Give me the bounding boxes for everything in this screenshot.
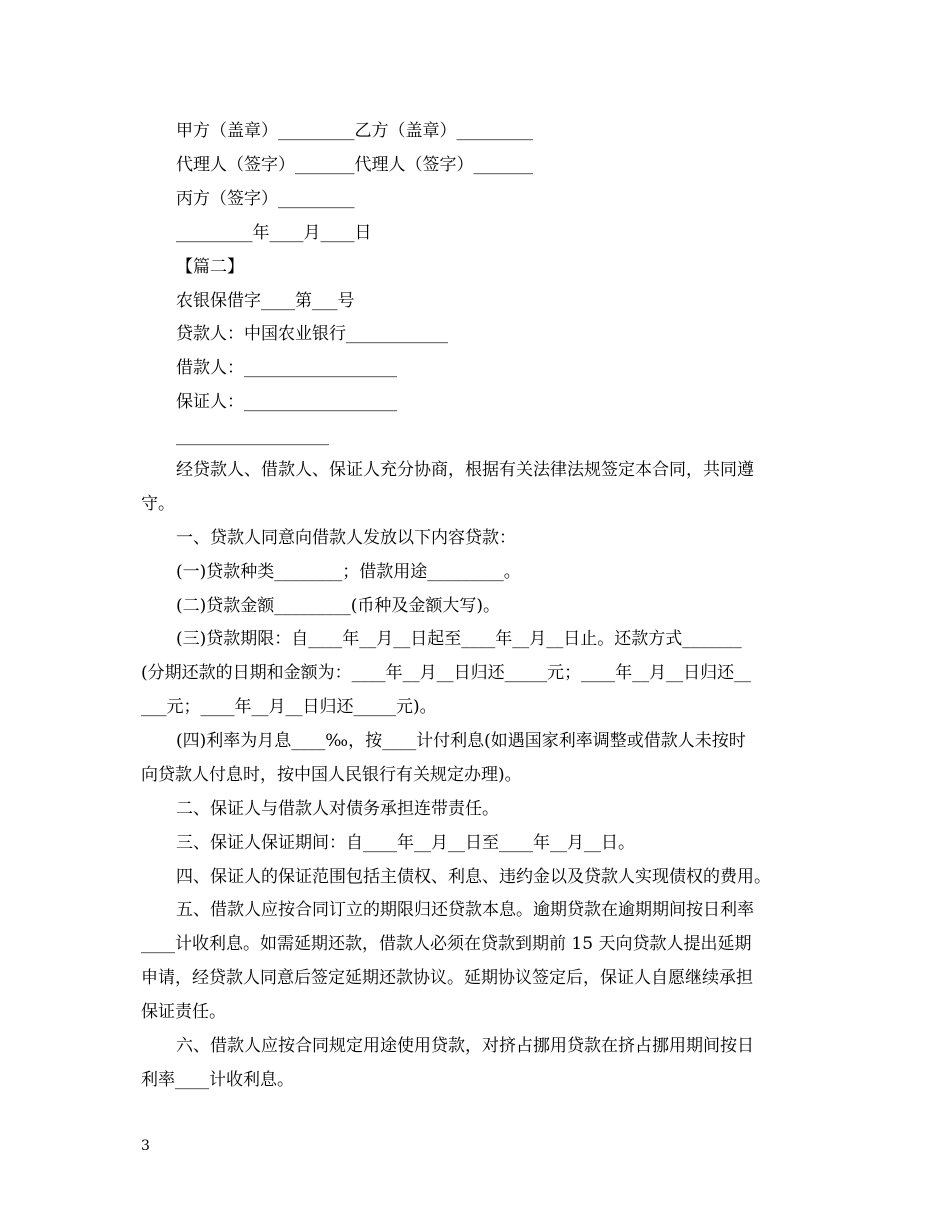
clause-1-3: (三)贷款期限：自____年__月__日起至____年__月__日止。还款方式_______ — [176, 629, 742, 649]
clause-1-4: (四)利率为月息____‰，按____计付利息(如遇国家利率调整或借款人未按时 — [176, 731, 746, 751]
clause-5-cont3: 保证责任。 — [141, 1002, 226, 1022]
signature-party-c: 丙方（签字）_________ — [176, 189, 355, 209]
clause-1-3-cont: (分期还款的日期和金额为：____年__月__日归还_____元；____年__月__日归还__ — [141, 663, 752, 683]
clause-2: 二、保证人与借款人对债务承担连带责任。 — [176, 799, 499, 819]
intro-paragraph: 经贷款人、借款人、保证人充分协商，根据有关法律法规签定本合同，共同遵 — [176, 460, 754, 480]
clause-1-3-cont2: ___元；____年__月__日归还_____元)。 — [141, 697, 437, 717]
signature-date: _________年____月____日 — [176, 223, 372, 243]
borrower-line: 借款人：__________________ — [176, 358, 397, 378]
lender-line: 贷款人：中国农业银行____________ — [176, 324, 448, 344]
clause-5-cont2: 申请，经贷款人同意后签定延期还款协议。延期协议签定后，保证人自愿继续承担 — [141, 968, 753, 988]
clause-5: 五、借款人应按合同订立的期限归还贷款本息。逾期贷款在逾期期间按日利率 — [176, 900, 754, 920]
clause-6: 六、借款人应按合同规定用途使用贷款，对挤占挪用贷款在挤占挪用期间按日 — [176, 1036, 754, 1056]
signature-party-a-b: 甲方（盖章）_________乙方（盖章）_________ — [176, 121, 533, 141]
signature-agents: 代理人（签字）_______代理人（签字）_______ — [176, 155, 533, 175]
page-number: 3 — [141, 1138, 150, 1154]
clause-1-4-cont: 向贷款人付息时，按中国人民银行有关规定办理)。 — [141, 765, 522, 785]
clause-1: 一、贷款人同意向借款人发放以下内容贷款： — [176, 528, 516, 548]
intro-paragraph-cont: 守。 — [141, 494, 175, 514]
clause-6-cont: 利率____计收利息。 — [141, 1070, 294, 1090]
guarantor-line: 保证人：__________________ — [176, 392, 397, 412]
clause-1-1: (一)贷款种类________；借款用途_________。 — [176, 562, 521, 582]
clause-1-2: (二)贷款金额_________(币种及金额大写)。 — [176, 596, 501, 616]
contract-number: 农银保借字____第___号 — [176, 291, 355, 311]
clause-3: 三、保证人保证期间：自____年__月__日至____年__月__日。 — [176, 833, 635, 853]
clause-5-cont: ____计收利息。如需延期还款，借款人必须在贷款到期前 15 天向贷款人提出延期 — [141, 934, 752, 954]
section-heading: 【篇二】 — [176, 257, 244, 277]
clause-4: 四、保证人的保证范围包括主债权、利息、违约金以及贷款人实现债权的费用。 — [176, 867, 771, 887]
blank-line: __________________ — [176, 426, 329, 446]
